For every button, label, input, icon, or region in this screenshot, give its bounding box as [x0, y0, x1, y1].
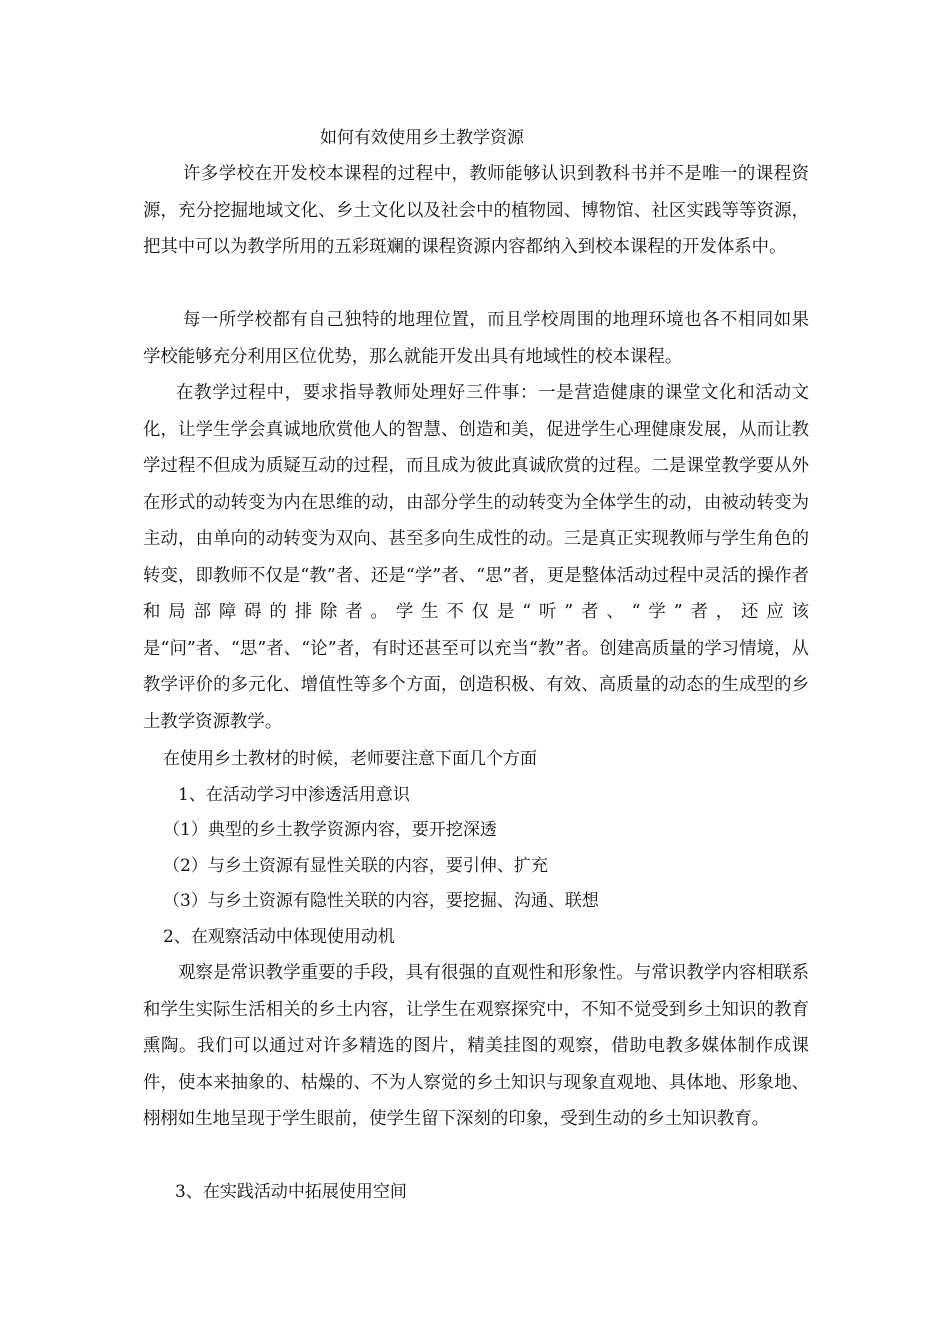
paragraph-2: 每一所学校都有自己独特的地理位置，而且学校周围的地理环境也各不相同如果学校能够充分利用区位优势，那么就能开发出具有地域性的校本课程。	[143, 310, 809, 367]
section-1-item-2: （2）与乡土资源有显性关联的内容，要引伸、扩充	[163, 856, 548, 876]
section-2-paragraph: 观察是常识教学重要的手段，具有很强的直观性和形象性。与常识教学内容相联系和学生实际生活相关的乡土内容，让学生在观察探究中，不知不觉受到乡土知识的教育熏陶。我们可以通过对许多精选的图片，精美挂图的观察，借助电教多媒体制作成课件，使本来抽象的、枯燥的、不为人察觉的乡土知识与现象直观地、具体地、形象地、栩栩如生地呈现于学生眼前，使学生留下深刻的印象，受到生动的乡土知识教育。	[143, 963, 809, 1129]
section-1-item-1: （1）典型的乡土教学资源内容，要开挖深透	[163, 820, 497, 840]
section-1-item-3: （3）与乡土资源有隐性关联的内容，要挖掘、沟通、联想	[163, 891, 599, 911]
intro-line: 在使用乡土教材的时候，老师要注意下面几个方面	[163, 749, 537, 769]
document-title: 如何有效使用乡土教学资源	[320, 128, 524, 148]
paragraph-3: 在教学过程中，要求指导教师处理好三件事：一是营造健康的课堂文化和活动文化，让学生学会真诚地欣赏他人的智慧、创造和美，促进学生心理健康发展，从而让教学过程不但成为质疑互动的过程，而且成为彼此真诚欣赏的过程。二是课堂教学要从外在形式的动转变为内在思维的动，由部分学生的动转变为全体学生的动，由被动转变为主动，由单向的动转变为双向、甚至多向生成性的动。三是真正实现教师与学生角色的转变，即教师不仅是“教”者、还是“学”者、“思”者，更是整体活动过程中灵活的操作者和局部障碍的排除者。学生不仅是“听”者、“学”者，还应该是“问”者、“思”者、“论”者，有时还甚至可以充当“教”者。创建高质量的学习情境，从教学评价的多元化、增值性等多个方面，创造积极、有效、高质量的动态的生成型的乡土教学资源教学。	[143, 383, 809, 732]
paragraph-1: 许多学校在开发校本课程的过程中，教师能够认识到教科书并不是唯一的课程资源，充分挖掘地域文化、乡土文化以及社会中的植物园、博物馆、社区实践等等资源，把其中可以为教学所用的五彩斑斓的课程资源内容都纳入到校本课程的开发体系中。	[143, 164, 809, 257]
section-2-heading: 2、在观察活动中体现使用动机	[163, 927, 395, 947]
section-3-heading: 3、在实践活动中拓展使用空间	[175, 1182, 407, 1202]
section-1-heading: 1、在活动学习中渗透活用意识	[178, 785, 410, 805]
